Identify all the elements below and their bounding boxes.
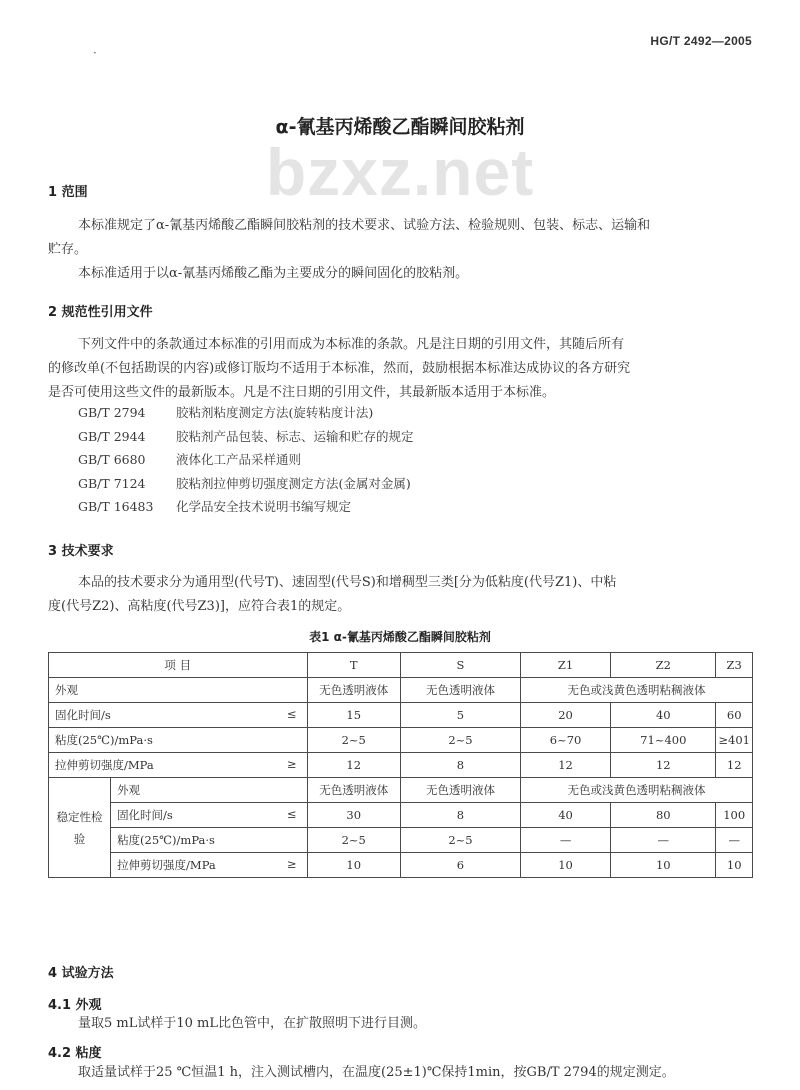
section-1-line-2: 贮存。 xyxy=(48,242,88,257)
reference-title: 胶粘剂产品包装、标志、运输和贮存的规定 xyxy=(176,428,414,444)
header-item: 项 目 xyxy=(49,653,308,678)
reference-item xyxy=(78,495,414,519)
cell: 无色透明液体 xyxy=(400,778,520,803)
section-2-line: 是否可使用这些文件的最新版本。凡是不注日期的引用文件，其最新版本适用于本标准。 xyxy=(48,385,556,400)
reference-item xyxy=(78,472,414,496)
reference-code: GB/T 2944 xyxy=(78,428,146,444)
cell: 15 xyxy=(307,703,400,728)
header-col-z1: Z1 xyxy=(520,653,610,678)
section-1-paragraph-2: 本标准适用于以α-氰基丙烯酸乙酯为主要成分的瞬间固化的胶粘剂。 xyxy=(78,266,469,281)
section-2-heading: 2 规范性引用文件 xyxy=(48,305,153,320)
section-2-paragraph xyxy=(48,333,758,405)
cell: 6 xyxy=(400,853,520,878)
reference-title: 化学品安全技术说明书编写规定 xyxy=(176,499,352,514)
header-col-z3: Z3 xyxy=(716,653,753,678)
table-row xyxy=(49,778,753,803)
cell: 无色透明液体 xyxy=(307,678,400,703)
row-label-text: 拉伸剪切强度/MPa xyxy=(55,758,154,772)
section-2-line: 的修改单(不包括勘误的内容)或修订版均不适用于本标准，然而，鼓励根据本标准达成协议的各方研究 xyxy=(48,361,631,376)
cell: 10 xyxy=(716,853,753,878)
row-label xyxy=(49,753,308,778)
cell: 无色或浅黄色透明粘稠液体 xyxy=(520,678,752,703)
cell: 无色透明液体 xyxy=(400,678,520,703)
table-row xyxy=(49,703,753,728)
section-3-paragraph xyxy=(48,571,758,619)
reference-title: 胶粘剂拉伸剪切强度测定方法(金属对金属) xyxy=(176,475,411,491)
watermark: bzxz.net xyxy=(265,135,535,209)
cell: 40 xyxy=(611,703,716,728)
cell: 2~5 xyxy=(400,828,520,853)
section-2-line: 下列文件中的条款通过本标准的引用而成为本标准的条款。凡是注日期的引用文件，其随后所有 xyxy=(78,337,625,352)
normative-references-list xyxy=(78,401,414,519)
cell: ≥401 xyxy=(716,728,753,753)
scan-dot: · xyxy=(93,46,97,60)
row-label: 粘度(25℃)/mPa·s xyxy=(49,728,308,753)
row-label xyxy=(111,803,307,828)
cell: — xyxy=(716,828,753,853)
comparator: ≥ xyxy=(286,857,297,871)
section-4-2-text: 取适量试样于25 ℃恒温1 h，注入测试槽内，在温度(25±1)℃保持1min，按GB/T 2794的规定测定。 xyxy=(78,1065,675,1080)
reference-code: GB/T 16483 xyxy=(78,499,154,514)
table-1-caption: 表1 α-氰基丙烯酸乙酯瞬间胶粘剂 xyxy=(309,630,491,644)
table-1 xyxy=(48,652,753,878)
comparator: ≥ xyxy=(286,757,297,771)
standard-number: HG/T 2492—2005 xyxy=(650,34,752,48)
section-1-paragraph-1 xyxy=(48,214,754,262)
cell: 2~5 xyxy=(400,728,520,753)
cell: 无色透明液体 xyxy=(307,778,400,803)
row-label-text: 拉伸剪切强度/MPa xyxy=(117,858,216,872)
reference-title: 液体化工产品采样通则 xyxy=(176,452,302,467)
cell: 12 xyxy=(307,753,400,778)
cell: — xyxy=(520,828,610,853)
reference-code: GB/T 7124 xyxy=(78,475,146,491)
stability-group-label: 稳定性检验 xyxy=(49,778,111,878)
table-row xyxy=(49,678,753,703)
cell: 10 xyxy=(307,853,400,878)
reference-code: GB/T 2794 xyxy=(78,405,146,420)
cell: 80 xyxy=(611,803,716,828)
section-4-1-heading: 4.1 外观 xyxy=(48,998,102,1013)
table-header-row xyxy=(49,653,753,678)
row-label: 外观 xyxy=(49,678,308,703)
cell: 2~5 xyxy=(307,828,400,853)
reference-item xyxy=(78,401,414,425)
row-label xyxy=(111,853,307,878)
reference-item xyxy=(78,448,414,472)
cell: 12 xyxy=(611,753,716,778)
cell: 30 xyxy=(307,803,400,828)
section-1-line-1: 本标准规定了α-氰基丙烯酸乙酯瞬间胶粘剂的技术要求、试验方法、检验规则、包装、标志、运输和 xyxy=(78,218,651,233)
cell: 6~70 xyxy=(520,728,610,753)
row-label-text: 固化时间/s xyxy=(55,708,111,722)
cell: 2~5 xyxy=(307,728,400,753)
row-label: 粘度(25℃)/mPa·s xyxy=(111,828,307,853)
section-4-1-text: 量取5 mL试样于10 mL比色管中，在扩散照明下进行目测。 xyxy=(78,1016,426,1031)
section-4-2-heading: 4.2 粘度 xyxy=(48,1046,102,1061)
row-label: 外观 xyxy=(111,778,307,803)
table-row xyxy=(49,853,753,878)
cell: — xyxy=(611,828,716,853)
row-label-text: 固化时间/s xyxy=(117,808,173,822)
reference-title: 胶粘剂粘度测定方法(旋转粘度计法) xyxy=(176,405,374,420)
table-row xyxy=(49,803,753,828)
table-row xyxy=(49,753,753,778)
header-col-s: S xyxy=(400,653,520,678)
header-col-t: T xyxy=(307,653,400,678)
table-row xyxy=(49,828,753,853)
comparator: ≤ xyxy=(286,707,297,721)
cell: 40 xyxy=(520,803,610,828)
document-title: α-氰基丙烯酸乙酯瞬间胶粘剂 xyxy=(275,116,525,138)
header-col-z2: Z2 xyxy=(611,653,716,678)
cell: 20 xyxy=(520,703,610,728)
reference-code: GB/T 6680 xyxy=(78,452,146,467)
cell: 100 xyxy=(716,803,753,828)
cell: 71~400 xyxy=(611,728,716,753)
cell: 60 xyxy=(716,703,753,728)
section-1-heading: 1 范围 xyxy=(48,185,88,200)
row-label xyxy=(49,703,308,728)
table-row xyxy=(49,728,753,753)
cell: 5 xyxy=(400,703,520,728)
cell: 10 xyxy=(520,853,610,878)
cell: 12 xyxy=(520,753,610,778)
cell: 8 xyxy=(400,803,520,828)
cell: 10 xyxy=(611,853,716,878)
comparator: ≤ xyxy=(286,807,297,821)
cell: 12 xyxy=(716,753,753,778)
section-3-heading: 3 技术要求 xyxy=(48,544,114,559)
section-4-heading: 4 试验方法 xyxy=(48,966,114,981)
cell: 无色或浅黄色透明粘稠液体 xyxy=(520,778,752,803)
cell: 8 xyxy=(400,753,520,778)
reference-item xyxy=(78,425,414,449)
section-3-line-1: 本品的技术要求分为通用型(代号T)、速固型(代号S)和增稠型三类[分为低粘度(代号Z1)、中粘 xyxy=(78,575,617,590)
section-3-line-2: 度(代号Z2)、高粘度(代号Z3)]，应符合表1的规定。 xyxy=(48,599,351,614)
